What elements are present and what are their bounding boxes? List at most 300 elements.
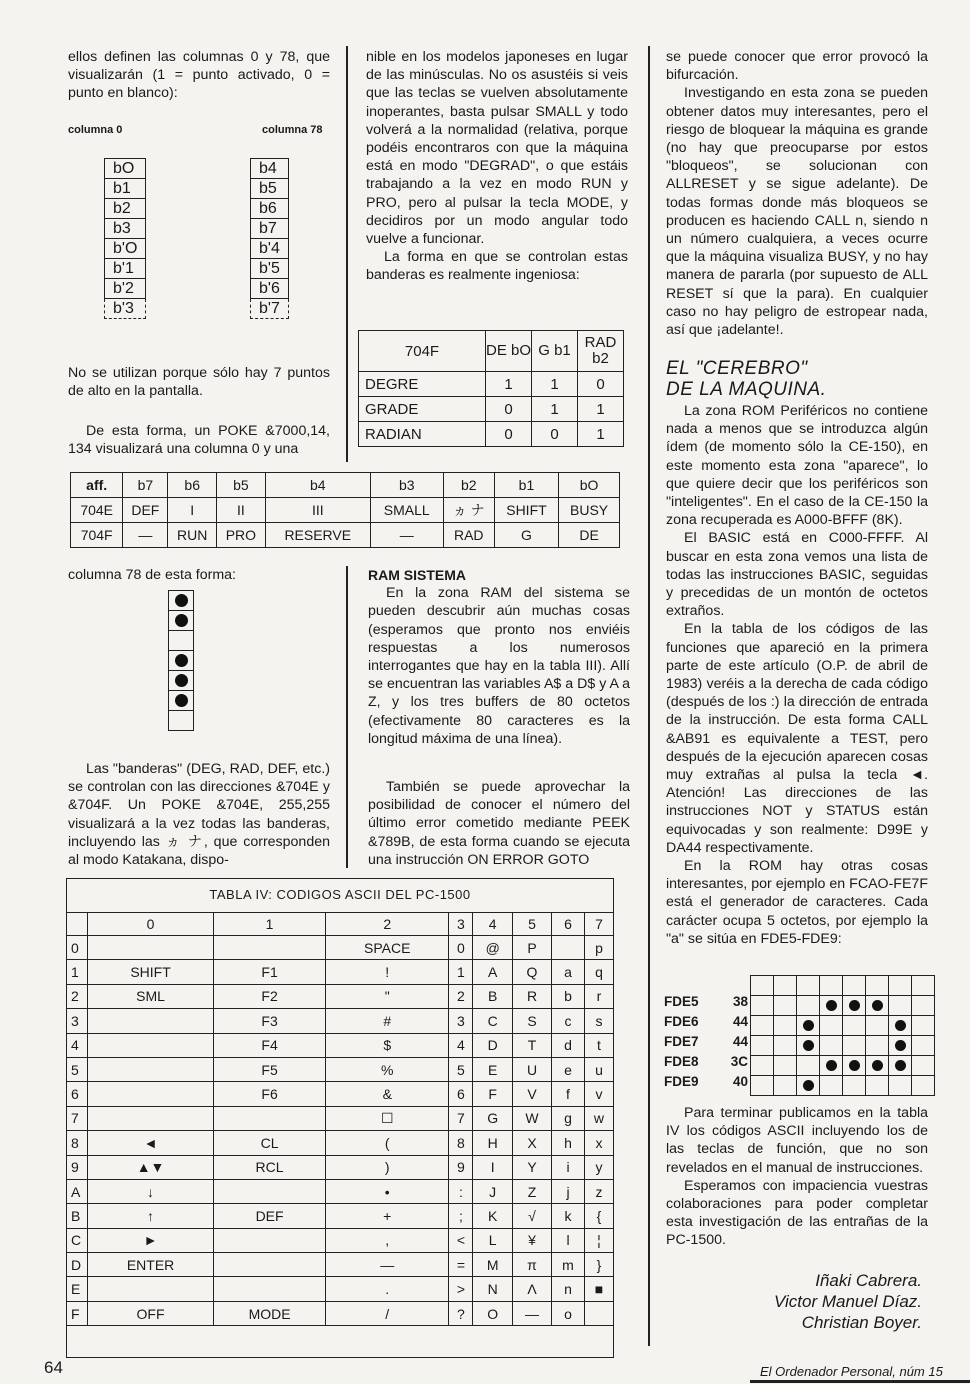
ascii-cell: SHIFT xyxy=(88,960,214,984)
pixel-off xyxy=(912,1076,935,1096)
ascii-row-header: 4 xyxy=(67,1033,88,1057)
ascii-cell: 8 xyxy=(449,1131,473,1155)
ascii-cell: M xyxy=(473,1253,513,1277)
grid-cell xyxy=(866,976,889,996)
label-col78: columna 78 xyxy=(262,124,323,136)
ascii-cell xyxy=(88,1082,214,1106)
ascii-cell: q xyxy=(584,960,613,984)
col2-text: nible en los modelos japoneses en lugar de las minúsculas. No os asustéis si veis que las teclas se vuelven absolutamente inoperantes, basta pulsar SMALL y todo volverá a la normalidad (relativa, porque podéis encontraros con que la máquina está en modo "DEGRAD", o que estáis trabajando a la vez en modo RUN y PRO, pero al pulsar la tecla MODE, y decidiros por un modo angular todo vuelve a funcionar. La forma en que se controlan estas banderas es realmente ingeniosa: xyxy=(366,49,628,284)
ascii-cell: — xyxy=(326,1253,449,1277)
ascii-cell: P xyxy=(512,936,551,960)
ascii-cell xyxy=(88,1033,214,1057)
pixel-off xyxy=(751,1056,774,1076)
grid-cell xyxy=(912,976,935,996)
pixel-off xyxy=(774,1076,797,1096)
ascii-col-header: 7 xyxy=(584,913,613,936)
ascii-col-header: 3 xyxy=(449,913,473,936)
ascii-cell: C xyxy=(473,1009,513,1033)
bit-cell: b'6 xyxy=(251,279,289,299)
ascii-cell: Y xyxy=(512,1155,551,1179)
ascii-cell xyxy=(214,1106,326,1130)
ascii-cell: L xyxy=(473,1228,513,1252)
pixel-off xyxy=(889,1076,912,1096)
ascii-cell: e xyxy=(552,1057,585,1081)
flags-header-cell: b5 xyxy=(217,473,266,498)
ascii-cell: p xyxy=(584,936,613,960)
pixel-off xyxy=(912,1016,935,1036)
angle-cell: 0 xyxy=(578,372,624,397)
pixel-off xyxy=(843,1016,866,1036)
pixel-off xyxy=(912,1036,935,1056)
flags-header-cell: bO xyxy=(559,473,620,498)
ascii-cell: h xyxy=(552,1131,585,1155)
dot-off xyxy=(169,631,193,651)
ascii-cell: { xyxy=(584,1204,613,1228)
ascii-cell: √ xyxy=(512,1204,551,1228)
ascii-cell xyxy=(88,1057,214,1081)
pixel-on xyxy=(797,1036,820,1056)
pixel-off xyxy=(751,1076,774,1096)
ascii-cell: w xyxy=(584,1106,613,1130)
char-addresses xyxy=(664,992,748,1092)
pixel-off xyxy=(797,1056,820,1076)
pixel-off xyxy=(866,1036,889,1056)
magazine-footer: El Ordenador Personal, núm 15 xyxy=(760,1364,943,1379)
ascii-cell: : xyxy=(449,1179,473,1203)
angle-cell: 1 xyxy=(578,422,624,447)
ascii-row-header: D xyxy=(67,1253,88,1277)
angle-header-cell: G b1 xyxy=(532,331,578,372)
ascii-cell: R xyxy=(512,984,551,1008)
ascii-row-header: B xyxy=(67,1204,88,1228)
ascii-cell: = xyxy=(449,1253,473,1277)
flags-header-cell: b6 xyxy=(168,473,217,498)
pixel-off xyxy=(774,1056,797,1076)
bit-cell: b'1 xyxy=(105,259,146,279)
ascii-cell: X xyxy=(512,1131,551,1155)
char-row-label: FDE8 3C xyxy=(664,1054,748,1069)
char-row-label: FDE6 44 xyxy=(664,1014,748,1029)
ascii-cell: MODE xyxy=(214,1301,326,1325)
ascii-cell: d xyxy=(552,1033,585,1057)
pixel-on xyxy=(843,1056,866,1076)
ascii-cell: ( xyxy=(326,1131,449,1155)
ascii-cell: ☐ xyxy=(326,1106,449,1130)
ascii-row-header: F xyxy=(67,1301,88,1325)
ascii-col-header: 6 xyxy=(552,913,585,936)
ascii-cell xyxy=(88,1277,214,1301)
pixel-off xyxy=(774,1036,797,1056)
flags-cell: III xyxy=(265,498,370,523)
ascii-cell: ENTER xyxy=(88,1253,214,1277)
ascii-cell: ↑ xyxy=(88,1204,214,1228)
bit-cell: b1 xyxy=(105,179,146,199)
ascii-cell: DEF xyxy=(214,1204,326,1228)
pixel-off xyxy=(774,996,797,1016)
pixel-off xyxy=(797,996,820,1016)
dot-on xyxy=(169,651,193,671)
ascii-cell: @ xyxy=(473,936,513,960)
ascii-cell: / xyxy=(326,1301,449,1325)
ascii-cell: u xyxy=(584,1057,613,1081)
ascii-cell: — xyxy=(512,1301,551,1325)
ascii-row-header: 8 xyxy=(67,1131,88,1155)
author-name: Victor Manuel Díaz. xyxy=(773,1292,922,1311)
grid-cell xyxy=(889,976,912,996)
pixel-off xyxy=(889,996,912,1016)
bit-cell: b'4 xyxy=(251,239,289,259)
ascii-cell: 7 xyxy=(449,1106,473,1130)
ascii-cell: J xyxy=(473,1179,513,1203)
ascii-cell: r xyxy=(584,984,613,1008)
ascii-cell: F2 xyxy=(214,984,326,1008)
ascii-cell: i xyxy=(552,1155,585,1179)
pixel-off xyxy=(820,1036,843,1056)
ascii-cell: > xyxy=(449,1277,473,1301)
grid-cell xyxy=(751,976,774,996)
angle-cell: 1 xyxy=(532,372,578,397)
bits-column-78 xyxy=(250,158,289,319)
char-row-label: FDE5 38 xyxy=(664,994,748,1009)
ascii-cell: π xyxy=(512,1253,551,1277)
ascii-cell: o xyxy=(552,1301,585,1325)
flags-header-cell: b3 xyxy=(370,473,443,498)
bit-cell: b6 xyxy=(251,199,289,219)
flags-cell: SMALL xyxy=(370,498,443,523)
col1-note: No se utilizan porque sólo hay 7 puntos de alto en la pantalla. xyxy=(68,365,330,400)
ascii-cell: ¥ xyxy=(512,1228,551,1252)
pixel-on xyxy=(889,1016,912,1036)
author-name: Iñaki Cabrera. xyxy=(815,1271,922,1290)
ascii-cell: ? xyxy=(449,1301,473,1325)
ascii-cell: f xyxy=(552,1082,585,1106)
ascii-cell xyxy=(214,936,326,960)
angle-cell: RADIAN xyxy=(359,422,486,447)
pixel-off xyxy=(843,1076,866,1096)
angle-mode-table xyxy=(358,330,624,447)
ascii-cell: I xyxy=(473,1155,513,1179)
pixel-on xyxy=(889,1036,912,1056)
bit-cell: b7 xyxy=(251,219,289,239)
ascii-cell: T xyxy=(512,1033,551,1057)
ascii-cell: OFF xyxy=(88,1301,214,1325)
angle-cell: 1 xyxy=(486,372,532,397)
ascii-cell: c xyxy=(552,1009,585,1033)
flags-cell: RESERVE xyxy=(265,523,370,548)
ascii-row-header: 2 xyxy=(67,984,88,1008)
pixel-on xyxy=(797,1016,820,1036)
col3-text-b: La zona ROM Periféricos no contiene nada a menos que se introduzca algún ídem (de momento sólo la CE-150), en este momento esta zona "aparece", lo que quiere decir que los periféricos son "inteligentes". En el caso de la CE-150 la zona recuperada es A000-BFFF (8K). El BASIC está en C000-FFFF. Al buscar en esta zona vemos una lista de todas las instrucciones BASIC, seguidas y precedidas de un montón de octetos extraños. En la tabla de los códigos de las funciones que apareció en la primera parte de este artículo (O.P. de abril de 1983) veréis a la derecha de cada código (después de los :) la dirección de entrada de la instrucción. De esta forma CALL &AB91 es equivalente a TEST, pero después de la ejecución aparecen cosas muy extrañas al pulsa la tecla ◄. Atención! Las direcciones de las instrucciones NOT y STATUS están equivocadas y son realmente: D99E y DA44 respectivamente. En la ROM hay otras cosas interesantes, por ejemplo en FCAO-FE7F está el generador de caracteres. Cada carácter ocupa 5 octetos, por ejemplo la "a" se sitúa en FDE5-FDE9: xyxy=(666,403,928,947)
angle-cell: DEGRE xyxy=(359,372,486,397)
bit-cell: b'O xyxy=(105,239,146,259)
ascii-col-header: 0 xyxy=(88,913,214,936)
flags-cell: 704F xyxy=(71,523,123,548)
pixel-off xyxy=(912,1056,935,1076)
ascii-cell: } xyxy=(584,1253,613,1277)
char-row-label: FDE7 44 xyxy=(664,1034,748,1049)
ascii-cell: v xyxy=(584,1082,613,1106)
pixel-off xyxy=(751,1036,774,1056)
flags-cell: ヵ ナ xyxy=(443,498,494,523)
authors xyxy=(700,1270,922,1333)
ascii-row-header: 3 xyxy=(67,1009,88,1033)
ascii-col-header: 4 xyxy=(473,913,513,936)
col3-text-c: Para terminar publicamos en la tabla IV los códigos ASCII incluyendo los de las teclas de función, que no son revelados en el manual de instrucciones. Esperamos con impaciencia vuestras colaboraciones para poder completar esta investigación de las entrañas de la PC-1500. xyxy=(666,1105,928,1249)
ascii-cell: Λ xyxy=(512,1277,551,1301)
ascii-cell: z xyxy=(584,1179,613,1203)
flags-cell: I xyxy=(168,498,217,523)
dot-on xyxy=(169,611,193,631)
ascii-cell: t xyxy=(584,1033,613,1057)
ascii-cell xyxy=(584,1301,613,1325)
ascii-cell: % xyxy=(326,1057,449,1081)
bit-cell: b5 xyxy=(251,179,289,199)
ascii-cell: y xyxy=(584,1155,613,1179)
ascii-cell: g xyxy=(552,1106,585,1130)
ascii-cell xyxy=(552,936,585,960)
ascii-cell: 6 xyxy=(449,1082,473,1106)
grid-cell xyxy=(820,976,843,996)
pixel-on xyxy=(797,1076,820,1096)
angle-cell: 1 xyxy=(532,397,578,422)
ascii-cell: $ xyxy=(326,1033,449,1057)
angle-cell: GRADE xyxy=(359,397,486,422)
flags-header-cell: b4 xyxy=(265,473,370,498)
ascii-cell: m xyxy=(552,1253,585,1277)
pixel-off xyxy=(912,996,935,1016)
col1-banderas: Las "banderas" (DEG, RAD, DEF, etc.) se controlan con las direcciones &704E y &704F. Un POKE &704E, 255,255 visualizará a la vez todas las banderas, incluyendo las ヵ ナ, que corresponden al modo Katakana, dispo- xyxy=(68,761,330,869)
flags-cell: G xyxy=(494,523,558,548)
ascii-cell: 1 xyxy=(449,960,473,984)
ascii-cell: ► xyxy=(88,1228,214,1252)
ascii-cell: l xyxy=(552,1228,585,1252)
flags-cell: SHIFT xyxy=(494,498,558,523)
ascii-row-header: 0 xyxy=(67,936,88,960)
ascii-cell xyxy=(88,936,214,960)
page-number: 64 xyxy=(44,1358,63,1377)
ascii-row-header: 9 xyxy=(67,1155,88,1179)
flags-header-cell: b7 xyxy=(123,473,168,498)
ascii-cell: 4 xyxy=(449,1033,473,1057)
col2-ram: RAM SISTEMA En la zona RAM del sistema se pueden descubrir aún muchas cosas (esperamos que pronto nos enviéis respuestas a los numerosos interrogantes que hay en la tabla III). Allí se encuentran las variables A$ a D$ y A a Z, y los tres buffers de 80 octetos (efectivamente 80 caracteres es la longitud máxima de una línea). xyxy=(368,567,630,747)
ascii-cell: ■ xyxy=(584,1277,613,1301)
ascii-cell: F4 xyxy=(214,1033,326,1057)
dot-on xyxy=(169,691,193,711)
ascii-cell: SPACE xyxy=(326,936,449,960)
ascii-corner xyxy=(67,913,88,936)
ascii-cell: SML xyxy=(88,984,214,1008)
flags-cell: DE xyxy=(559,523,620,548)
ascii-row-header: C xyxy=(67,1228,88,1252)
ascii-cell: F xyxy=(473,1082,513,1106)
bit-cell: b'5 xyxy=(251,259,289,279)
ascii-cell: n xyxy=(552,1277,585,1301)
ascii-cell: ◄ xyxy=(88,1131,214,1155)
grid-cell xyxy=(774,976,797,996)
ascii-row-header: 7 xyxy=(67,1106,88,1130)
flags-table xyxy=(70,472,620,548)
ascii-cell: 0 xyxy=(449,936,473,960)
ascii-cell: E xyxy=(473,1057,513,1081)
ascii-cell: 2 xyxy=(449,984,473,1008)
ascii-row-header: 5 xyxy=(67,1057,88,1081)
ascii-cell: • xyxy=(326,1179,449,1203)
ascii-cell: F6 xyxy=(214,1082,326,1106)
ascii-row-header: E xyxy=(67,1277,88,1301)
ascii-cell: k xyxy=(552,1204,585,1228)
ascii-cell: K xyxy=(473,1204,513,1228)
bit-cell: b'7 xyxy=(251,299,289,319)
ascii-cell: O xyxy=(473,1301,513,1325)
bit-cell: b'2 xyxy=(105,279,146,299)
ascii-cell: U xyxy=(512,1057,551,1081)
ascii-row-header: 6 xyxy=(67,1082,88,1106)
grid-cell xyxy=(797,976,820,996)
pixel-on xyxy=(820,1056,843,1076)
ascii-cell: W xyxy=(512,1106,551,1130)
ascii-cell: s xyxy=(584,1009,613,1033)
bit-cell: b'3 xyxy=(105,299,146,319)
ascii-table-title: TABLA IV: CODIGOS ASCII DEL PC-1500 xyxy=(209,887,471,902)
pixel-off xyxy=(820,1016,843,1036)
ascii-cell xyxy=(214,1253,326,1277)
ascii-cell: ▲▼ xyxy=(88,1155,214,1179)
ascii-cell: F1 xyxy=(214,960,326,984)
flags-cell: BUSY xyxy=(559,498,620,523)
pixel-off xyxy=(843,1036,866,1056)
ascii-cell: 3 xyxy=(449,1009,473,1033)
ascii-cell: G xyxy=(473,1106,513,1130)
ascii-cell: " xyxy=(326,984,449,1008)
ascii-cell: 9 xyxy=(449,1155,473,1179)
pixel-off xyxy=(866,1016,889,1036)
ascii-cell: & xyxy=(326,1082,449,1106)
pixel-off xyxy=(866,1076,889,1096)
ascii-cell: x xyxy=(584,1131,613,1155)
ascii-cell: CL xyxy=(214,1131,326,1155)
flags-cell: RAD xyxy=(443,523,494,548)
flags-cell: RUN xyxy=(168,523,217,548)
ascii-row-header: 1 xyxy=(67,960,88,984)
ascii-cell xyxy=(88,1009,214,1033)
flags-cell: II xyxy=(217,498,266,523)
ascii-col-header: 2 xyxy=(326,913,449,936)
pixel-off xyxy=(751,996,774,1016)
column-78-dots xyxy=(168,590,194,731)
pixel-on xyxy=(866,1056,889,1076)
ascii-cell: . xyxy=(326,1277,449,1301)
col1-intro: ellos definen las columnas 0 y 78, que visualizarán (1 = punto activado, 0 = punto en blanco): xyxy=(68,49,330,102)
ascii-cell: # xyxy=(326,1009,449,1033)
flags-header-cell: b1 xyxy=(494,473,558,498)
ascii-cell: V xyxy=(512,1082,551,1106)
ascii-col-header: 1 xyxy=(214,913,326,936)
ascii-cell: F3 xyxy=(214,1009,326,1033)
ascii-col-header: 5 xyxy=(512,913,551,936)
ascii-cell: F5 xyxy=(214,1057,326,1081)
ascii-cell: A xyxy=(473,960,513,984)
flags-header-cell: b2 xyxy=(443,473,494,498)
flags-cell: — xyxy=(370,523,443,548)
ascii-cell xyxy=(214,1277,326,1301)
ascii-table xyxy=(66,912,614,1326)
angle-header-cell: 704F xyxy=(359,331,486,372)
bit-cell: b2 xyxy=(105,199,146,219)
ascii-cell: ! xyxy=(326,960,449,984)
flags-cell: — xyxy=(123,523,168,548)
ascii-cell: N xyxy=(473,1277,513,1301)
ascii-cell: 5 xyxy=(449,1057,473,1081)
ascii-cell: B xyxy=(473,984,513,1008)
ascii-cell: D xyxy=(473,1033,513,1057)
pixel-on xyxy=(866,996,889,1016)
pixel-on xyxy=(889,1056,912,1076)
ascii-cell: ) xyxy=(326,1155,449,1179)
flags-cell: PRO xyxy=(217,523,266,548)
ascii-cell: ↓ xyxy=(88,1179,214,1203)
ascii-cell: Z xyxy=(512,1179,551,1203)
pixel-off xyxy=(820,1076,843,1096)
col1-col78-text: columna 78 de esta forma: xyxy=(68,567,236,583)
angle-cell: 0 xyxy=(532,422,578,447)
dot-off xyxy=(169,711,193,730)
pixel-on xyxy=(820,996,843,1016)
ascii-cell xyxy=(214,1179,326,1203)
char-a-grid xyxy=(750,975,935,1096)
dot-on xyxy=(169,591,193,611)
char-row-label: FDE9 40 xyxy=(664,1074,748,1089)
dot-on xyxy=(169,671,193,691)
flags-cell: 704E xyxy=(71,498,123,523)
bit-cell: b4 xyxy=(251,159,289,179)
label-col0: columna 0 xyxy=(68,124,123,136)
flags-header-cell: aff. xyxy=(71,473,123,498)
pixel-on xyxy=(843,996,866,1016)
angle-cell: 1 xyxy=(578,397,624,422)
bits-column-0 xyxy=(104,158,146,319)
ascii-cell: < xyxy=(449,1228,473,1252)
bit-cell: bO xyxy=(105,159,146,179)
col1-poke: De esta forma, un POKE &7000,14, 134 visualizará una columna 0 y una xyxy=(68,423,330,458)
ascii-cell: , xyxy=(326,1228,449,1252)
ascii-cell: H xyxy=(473,1131,513,1155)
pixel-off xyxy=(751,1016,774,1036)
author-name: Christian Boyer. xyxy=(801,1313,922,1332)
bit-cell: b3 xyxy=(105,219,146,239)
ascii-cell: Q xyxy=(512,960,551,984)
angle-header-cell: RAD b2 xyxy=(578,331,624,372)
col2-peek: También se puede aprovechar la posibilidad de conocer el número del último error cometido mediante PEEK &789B, de esta forma cuando se ejecuta una instrucción ON ERROR GOTO xyxy=(368,779,630,868)
grid-cell xyxy=(843,976,866,996)
ascii-cell: b xyxy=(552,984,585,1008)
flags-cell: DEF xyxy=(123,498,168,523)
ascii-row-header: A xyxy=(67,1179,88,1203)
angle-cell: 0 xyxy=(486,422,532,447)
ascii-cell: RCL xyxy=(214,1155,326,1179)
ascii-cell xyxy=(214,1228,326,1252)
ascii-cell: + xyxy=(326,1204,449,1228)
ascii-cell xyxy=(88,1106,214,1130)
angle-cell: 0 xyxy=(486,397,532,422)
ascii-cell: ; xyxy=(449,1204,473,1228)
ascii-cell: ¦ xyxy=(584,1228,613,1252)
pixel-off xyxy=(774,1016,797,1036)
ascii-cell: j xyxy=(552,1179,585,1203)
ascii-cell: a xyxy=(552,960,585,984)
angle-header-cell: DE bO xyxy=(486,331,532,372)
col3-text-a: se puede conocer que error provocó la bifurcación. Investigando en esta zona se pueden obtener datos muy interesantes, pero el riesgo de bloquear la máquina es grande (no hay que preocuparse por estos "bloqueos", se solucionan con ALLRESET y se sigue adelante). De todas formas donde más bloqueos se producen es haciendo CALL n, siendo n un número cualquiera, a veces ocurre que la máquina visualiza BUSY, y no hay manera de pararla (por supuesto de ALL RESET sí que la para). En cualquier caso no hay peligro de estropear nada, así que ¡adelante!. xyxy=(666,49,928,339)
ascii-cell: S xyxy=(512,1009,551,1033)
